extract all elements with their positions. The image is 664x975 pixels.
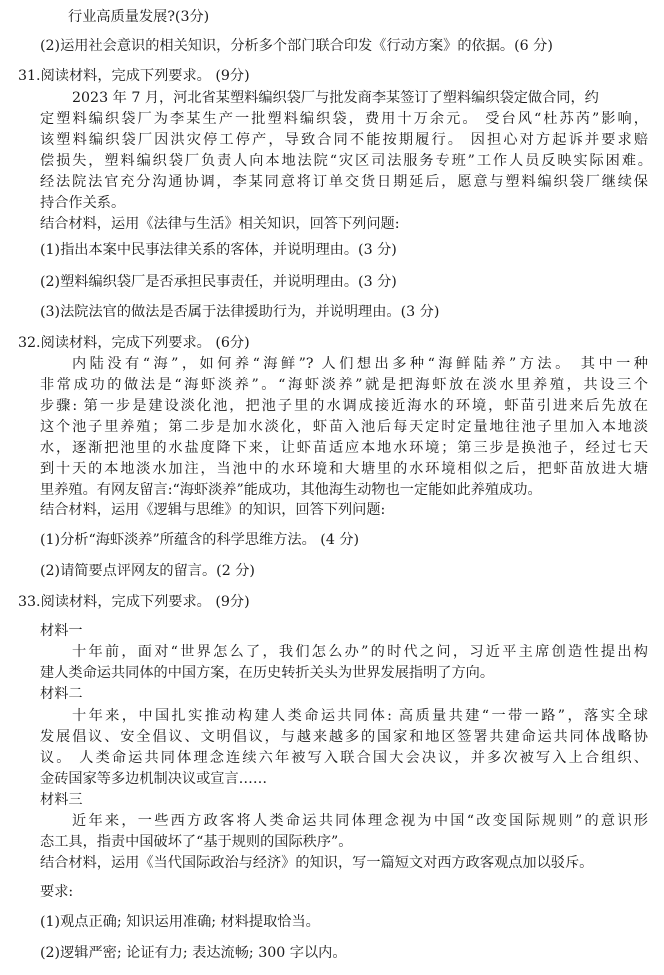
q33-instruction: 结合材料，运用《当代国际政治与经济》的知识，写一篇短文对西方政客观点加以驳斥。	[40, 855, 594, 871]
q33-material2-line: 十年来，中国扎实推动构建人类命运共同体: 高质量共建“一带一路”，落实全球	[72, 708, 648, 724]
q33-requirements-label: 要求:	[40, 884, 74, 900]
q32-line: 里养殖。有网友留言:“海虾淡养”能成功，其他海生动物也一定能如此养殖成功。	[40, 482, 542, 498]
q33-material3-line: 态工具，指责中国破坏了“基于规则的国际秩序”。	[40, 834, 353, 850]
q31-line: 2023 年 7 月，河北省某塑料编织袋厂与批发商李某签订了塑料编织袋定做合同，约	[72, 90, 599, 106]
q33-material2-line: 金砖国家等多边机制决议或宣言……	[40, 771, 268, 787]
q31-heading: 31.阅读材料，完成下列要求。 (9分)	[18, 68, 250, 84]
q32-sub2: (2)请简要点评网友的留言。(2 分)	[40, 563, 255, 579]
q32-instruction: 结合材料，运用《逻辑与思维》的知识，回答下列问题:	[40, 502, 386, 518]
q31-line: 持合作关系。	[40, 195, 126, 211]
q32-line: 非常成功的做法是“海虾淡养”。“海虾淡养”就是把海虾放在淡水里养殖，共设三个	[40, 377, 648, 393]
q31-line: 定塑料编织袋厂为李某生产一批塑料编织袋，费用十万余元。 受台风“杜苏芮”影响，	[40, 111, 648, 127]
q33-material2-line: 议。 人类命运共同体理念连续六年被写入联合国大会决议，并多次被写入上合组织、	[40, 750, 648, 766]
q32-heading: 32.阅读材料，完成下列要求。 (6分)	[18, 335, 250, 351]
q33-material1-line: 建人类命运共同体的中国方案，在历史转折关头为世界发展指明了方向。	[40, 665, 495, 681]
q33-material1-label: 材料一	[40, 623, 83, 639]
q31-line: 该塑料编织袋厂因洪灾停工停产，导致合同不能按期履行。 因担心对方起诉并要求赔	[40, 132, 648, 148]
q33-material2-line: 发展倡议、安全倡议、文明倡议，与越来越多的国家和地区签署共建命运共同体战略协	[40, 729, 648, 745]
q33-material2-label: 材料二	[40, 686, 83, 702]
q32-sub1: (1)分析“海虾淡养”所蕴含的科学思维方法。 (4 分)	[40, 532, 360, 548]
q32-line: 这个池子里养殖；第二步是加水淡化，虾苗入池后每天定时定量地往池子里加入本地淡	[40, 419, 648, 435]
q30-sub2: (2)运用社会意识的相关知识，分析多个部门联合印发《行动方案》的依据。(6 分)	[40, 38, 553, 54]
q31-sub3: (3)法院法官的做法是否属于法律援助行为，并说明理由。(3 分)	[40, 304, 440, 320]
q31-sub2: (2)塑料编织袋厂是否承担民事责任，并说明理由。(3 分)	[40, 274, 397, 290]
q32-line: 到十天的本地淡水加注，当池中的水环境和大塘里的水环境相似之后，把虾苗放进大塘	[40, 461, 648, 477]
q33-heading: 33.阅读材料，完成下列要求。 (9分)	[18, 594, 250, 610]
q32-line: 内陆没有“海”，如何养“海鲜”? 人们想出多种“海鲜陆养”方法。 其中一种	[72, 356, 648, 372]
q33-material3-label: 材料三	[40, 792, 83, 808]
q33-material1-line: 十年前，面对“世界怎么了，我们怎么办”的时代之问，习近平主席创造性提出构	[72, 644, 648, 660]
q30-tail: 行业高质量发展?(3分)	[68, 9, 210, 25]
q33-requirement-2: (2)逻辑严密; 论证有力; 表达流畅; 300 字以内。	[40, 945, 347, 961]
q32-line: 水，逐渐把池里的水盐度降下来，让虾苗适应本地水环境；第三步是换池子，经过七天	[40, 440, 648, 456]
q33-requirement-1: (1)观点正确; 知识运用准确; 材料提取恰当。	[40, 914, 320, 930]
q31-sub1: (1)指出本案中民事法律关系的客体，并说明理由。(3 分)	[40, 242, 397, 258]
q31-line: 经法院法官充分沟通协调，李某同意将订单交货日期延后，愿意与塑料编织袋厂继续保	[40, 174, 648, 190]
q31-line: 偿损失，塑料编织袋厂负责人向本地法院“灾区司法服务专班”工作人员反映实际困难。	[40, 153, 652, 169]
q33-material3-line: 近年来，一些西方政客将人类命运共同体理念视为中国“改变国际规则”的意识形	[72, 813, 648, 829]
q32-line: 步骤: 第一步是建设淡化池，把池子里的水调成接近海水的环境，虾苗引进来后先放在	[40, 398, 648, 414]
q31-instruction: 结合材料，运用《法律与生活》相关知识，回答下列问题:	[40, 216, 400, 232]
